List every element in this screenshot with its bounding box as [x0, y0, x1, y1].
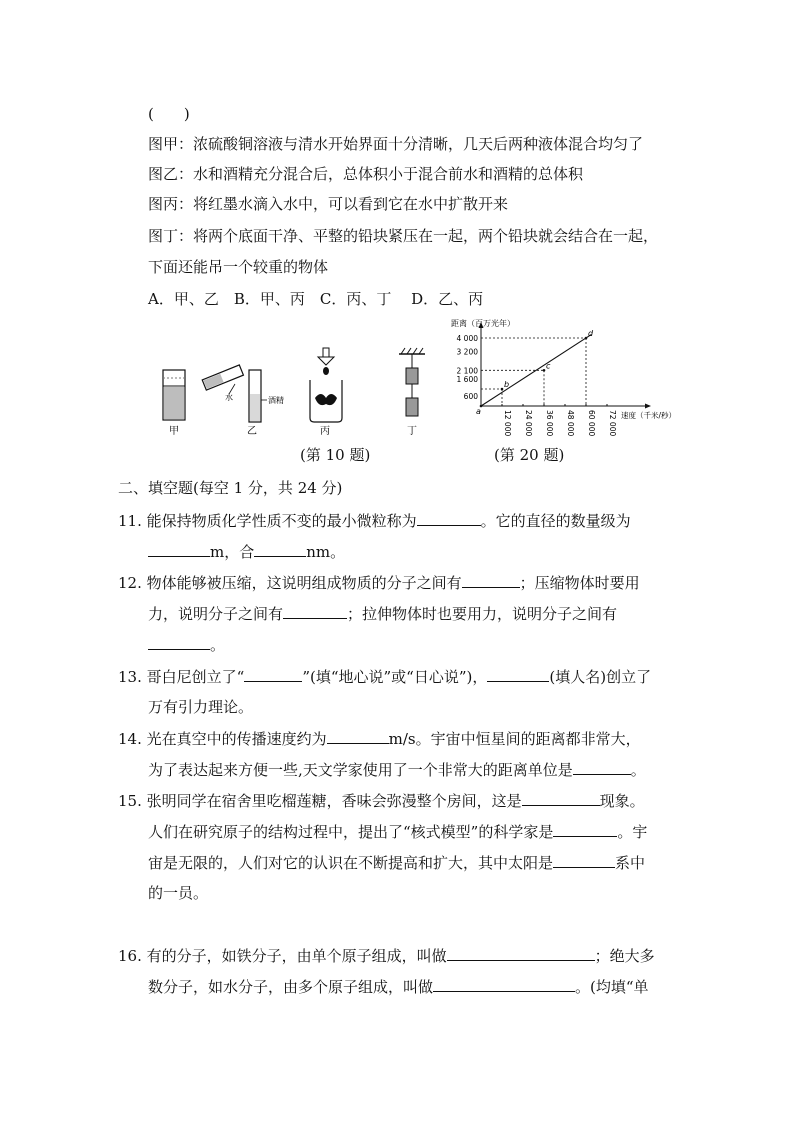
figure-label-jia: 甲: [169, 426, 179, 437]
question-number: 11.: [118, 512, 142, 530]
q13-line2: 万有引力理论。: [148, 698, 254, 716]
q10-statement-yi: 图乙：水和酒精充分混合后，总体积小于混合前水和酒精的总体积: [148, 165, 584, 183]
figure-label-bing: 丙: [320, 426, 330, 437]
figure-q20-chart: [440, 312, 677, 440]
q15-line4: 的一员。: [148, 884, 209, 902]
point-label: d: [588, 329, 594, 338]
q10-answer-paren: ( ): [148, 105, 190, 123]
answer-blank[interactable]: [553, 852, 615, 868]
q11-line1: 11. 能保持物质化学性质不变的最小微粒称为 。它的直径的数量级为: [118, 512, 631, 530]
figure-q10-caption: (第 10 题): [300, 446, 371, 464]
y-axis-label: 距离（百万光年）: [451, 319, 515, 328]
answer-blank[interactable]: [244, 666, 302, 682]
data-point: [585, 337, 588, 340]
q14-line2: 为了表达起来方便一些,天文学家使用了一个非常大的距离单位是 。: [148, 761, 646, 779]
x-tick-label: 72 000: [608, 410, 617, 437]
answer-blank[interactable]: [148, 634, 210, 650]
section-title: 二、填空题(每空 1 分，共 24 分): [118, 479, 343, 497]
q12-line3: 。: [148, 634, 225, 655]
figure-ding-lead-blocks: [399, 348, 425, 416]
y-tick-label: 3 200: [456, 347, 478, 357]
question-number: 15.: [118, 792, 142, 810]
q15-line2: 人们在研究原子的结构过程中，提出了“核式模型”的科学家是 。宇: [148, 823, 648, 841]
y-tick-label: 2 100: [456, 366, 478, 376]
point-label: a: [476, 407, 481, 416]
question-number: 13.: [118, 668, 142, 686]
q10-statement-ding-line1: 图丁：将两个底面干净、平整的铅块紧压在一起，两个铅块就会结合在一起，: [148, 227, 659, 245]
q12-line2: 力，说明分子之间有 ；拉伸物体时也要用力，说明分子之间有: [148, 605, 618, 623]
x-tick-label: 24 000: [524, 410, 533, 437]
q11-line2: m，合 nm。: [148, 541, 345, 562]
answer-blank[interactable]: [327, 728, 389, 744]
q10-statement-ding-line2: 下面还能吊一个较重的物体: [148, 258, 329, 276]
question-number: 12.: [118, 574, 142, 592]
answer-blank[interactable]: [487, 666, 549, 682]
x-tick-label: 48 000: [566, 410, 575, 437]
q15-line3: 宙是无限的，人们对它的认识在不断提高和扩大，其中太阳是 系中: [148, 854, 646, 872]
q12-line1: 12. 物体能够被压缩，这说明组成物质的分子之间有 ；压缩物体时要用: [118, 574, 640, 592]
q10-options: A．甲、乙 B．甲、丙 C．丙、丁 D．乙、丙: [148, 290, 484, 308]
y-tick-label: 600: [463, 391, 478, 401]
y-tick-label: 4 000: [456, 334, 478, 343]
q10-statement-bing: 图丙：将红墨水滴入水中，可以看到它在水中扩散开来: [148, 195, 509, 213]
point-label: b: [504, 380, 510, 389]
question-number: 16.: [118, 947, 142, 965]
data-point: [543, 369, 546, 372]
q15-line1: 15. 张明同学在宿舍里吃榴莲糖，香味会弥漫整个房间，这是 现象。: [118, 792, 645, 810]
y-tick-label: 1 600: [456, 374, 478, 384]
figure-alcohol-label: 酒精: [268, 396, 284, 405]
figure-bing-beaker: [310, 348, 342, 422]
answer-blank[interactable]: [254, 541, 306, 557]
figure-jia-cylinder: [163, 370, 185, 420]
q16-line1: 16. 有的分子，如铁分子，由单个原子组成，叫做 ；绝大多: [118, 947, 655, 965]
answer-blank[interactable]: [522, 790, 600, 806]
x-tick-label: 36 000: [545, 410, 554, 437]
figure-label-yi: 乙: [247, 426, 257, 437]
x-axis-label: 速度（千米/秒）: [621, 411, 677, 420]
q16-line2: 数分子，如水分子，由多个原子组成，叫做 。(均填“单: [148, 978, 649, 996]
answer-blank[interactable]: [148, 541, 210, 557]
question-number: 14.: [118, 730, 142, 748]
figure-water-label: 水: [225, 393, 233, 402]
figure-q10: [155, 342, 435, 442]
q13-line1: 13. 哥白尼创立了“ ”(填“地心说”或“日心说”)， (填人名)创立了: [118, 668, 652, 686]
x-axis-arrow: [645, 404, 651, 409]
figure-yi-cylinders: [202, 365, 267, 422]
answer-blank[interactable]: [283, 603, 347, 619]
data-point: [501, 388, 504, 391]
q14-line1: 14. 光在真空中的传播速度约为 m/s。宇宙中恒星间的距离都非常大，: [118, 730, 641, 748]
q10-statement-jia: 图甲：浓硫酸铜溶液与清水开始界面十分清晰，几天后两种液体混合均匀了: [148, 135, 644, 153]
answer-blank[interactable]: [447, 945, 595, 961]
point-label: c: [546, 361, 551, 371]
x-tick-label: 12 000: [503, 410, 512, 437]
figure-q20-caption: (第 20 题): [494, 446, 565, 464]
x-tick-label: 60 000: [587, 410, 596, 437]
answer-blank[interactable]: [462, 572, 520, 588]
figure-label-ding: 丁: [407, 426, 417, 437]
answer-blank[interactable]: [433, 976, 575, 992]
answer-blank[interactable]: [573, 759, 631, 775]
answer-blank[interactable]: [417, 510, 481, 526]
answer-blank[interactable]: [553, 821, 617, 837]
